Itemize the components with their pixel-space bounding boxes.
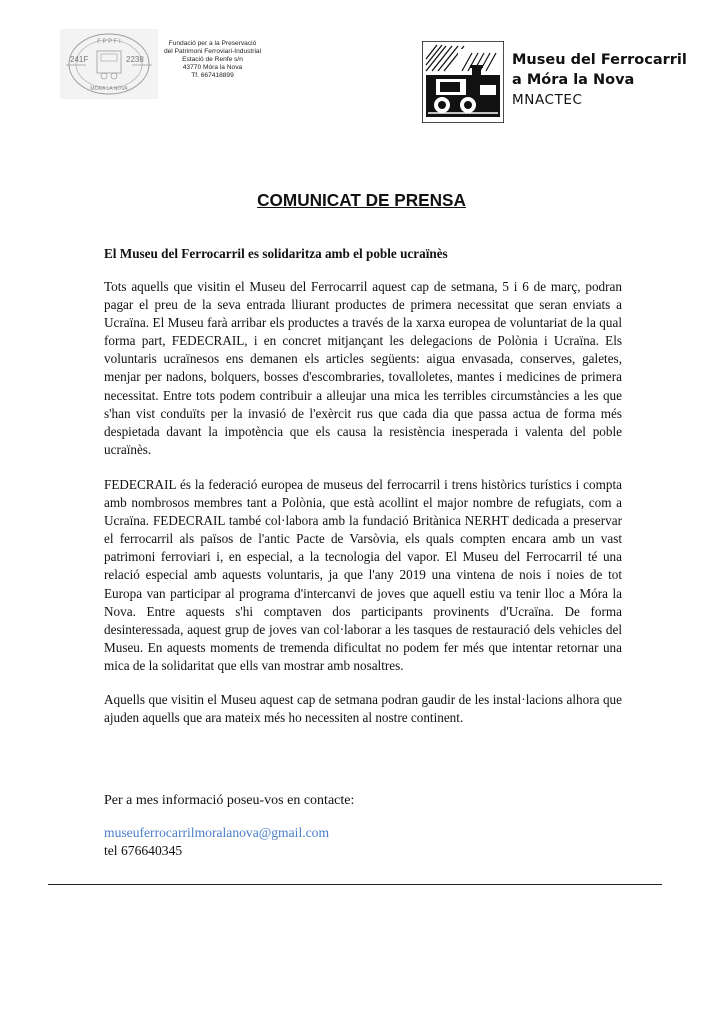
paragraph-2: FEDECRAIL és la federació europea de museus del ferrocarril i trens històrics turístics i compta amb nombrosos membres tant a Polònia, que està acollint el major nombre de refugiats, com a Ucraïna. FEDECRAIL també col·labora amb la fundació Britànica NERHT dedicada a preservar el ferrocarril als països de l'antic Pacte de Varsòvia, els quals compten encara amb un vast patrimoni ferroviari i, en especial, a la tecnologia del vapor. El Museu del Ferrocarril té una relació especial amb aquests voluntaris, ja que l'any 2019 una vintena de nois i noies de tot Europa van participar al programa d'intercanvi de joves que aquell estiu va tenir lloc a Móra la Nova. Entre aquests s'hi comptaven dos participants provinents d'Ucraïna. De forma desinteressada, aquest grup de joves van col·laborar a les tasques de restauració dels vehicles del Museu. En aquests moments de tremenda dificultat no podem fer més que intentar retornar una mica de la solidaritat que ells van mostrar amb nosaltres. [104, 477, 622, 673]
locomotive-icon [422, 41, 504, 123]
footer-divider [48, 884, 662, 885]
fppfi-address [150, 40, 275, 80]
fppfi-left-number: 241F [70, 55, 89, 64]
fppfi-seal-icon [60, 29, 158, 99]
fppfi-ring-text: F P P F I [97, 39, 121, 45]
museum-logo [422, 41, 504, 123]
museum-name-line1: Museu del Ferrocarril [512, 52, 687, 68]
email-link[interactable]: museuferrocarrilmoralanova@gmail.com [104, 825, 330, 840]
fppfi-info-line: Estació de Renfe s/n [182, 55, 243, 63]
fppfi-info-line: Fundació per a la Preservació [168, 40, 257, 47]
fppfi-info-line: del Patrimoni Ferroviari-Industrial [163, 47, 262, 55]
fppfi-info-line: Tf. 667418899 [191, 71, 234, 79]
contact-intro: Per a mes informació poseu-vos en contacte: [104, 793, 355, 808]
document-title: COMUNICAT DE PRENSA [257, 190, 466, 210]
fppfi-logo [60, 29, 158, 99]
museum-sub: MNACTEC [512, 92, 583, 108]
fppfi-right-number: 2238 [126, 55, 144, 64]
fppfi-info-line: 43770 Móra la Nova [182, 63, 243, 71]
paragraph-3: Aquells que visitin el Museu aquest cap de setmana podran gaudir de les instal·lacions alhora que ajuden aquells que ara mateix més ho necessiten al nostre continent. [104, 692, 622, 726]
paragraph-1: Tots aquells que visitin el Museu del Ferrocarril aquest cap de setmana, 5 i 6 de març, podran pagar el preu de la seva entrada lliurant productes de primera necessitat que seran enviats a Ucraïna. El Museu farà arribar els productes a través de la xarxa europea de voluntariat de la qual forma part, FEDECRAIL, i en concret mitjançant les delegacions de Polònia i Ucraïna. Els voluntaris ucraïnesos ens demanen els articles següents: aigua envasada, conserves, galetes, menjar per nadons, bolquers, bosses d'escombraries, tovalloletes, mantes i medicines de primera necessitat. Entre tots podem contribuir a alleujar una mica les terribles circumstàncies a les que s'han vist conduïts per la invasió de l'exèrcit rus que cada dia que passa actua de forma més despietada davant la impotència que els causa la resistència inesperada i valenta del poble ucraïnès. [104, 279, 622, 457]
phone-number: tel 676640345 [104, 843, 183, 858]
museum-name-line2: a Móra la Nova [512, 72, 635, 88]
fppfi-bottom-text: MÓRA LA NOVA [90, 86, 128, 92]
museum-name [512, 50, 687, 90]
document-subtitle: El Museu del Ferrocarril es solidaritza amb el poble ucraïnès [104, 246, 448, 261]
